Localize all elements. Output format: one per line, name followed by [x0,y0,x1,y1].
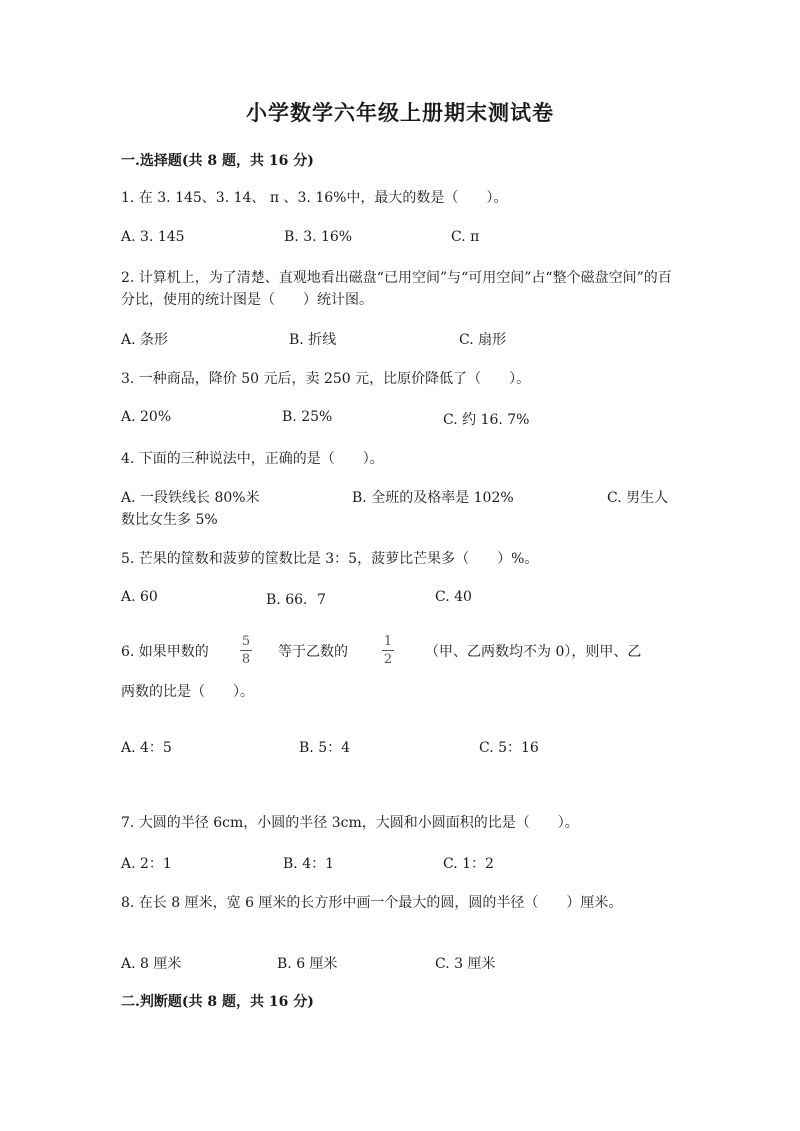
q8-option-c: C. 3 厘米 [435,956,496,972]
q4-option-c-continuation: 数比女生多 5% [121,512,218,528]
fraction-numerator: 5 [241,634,251,649]
q8-option-b: B. 6 厘米 [277,956,338,972]
fraction-denominator: 2 [383,652,393,667]
q8-option-a: A. 8 厘米 [121,956,182,972]
fraction-denominator: 8 [241,652,251,667]
q4-option-a: A. 一段铁线长 80%米 [121,490,260,506]
question-6-part-d: 两数的比是（ ）。 [121,684,254,700]
q3-option-c: C. 约 16. 7% [443,412,530,428]
section-heading-choice: 一.选择题(共 8 题，共 16 分) [121,153,314,169]
q2-option-b: B. 折线 [289,332,337,348]
question-7: 7. 大圆的半径 6cm，小圆的半径 3cm，大圆和小圆面积的比是（ ）。 [121,815,579,831]
fraction-five-eighths [240,634,252,667]
question-6-part-a: 6. 如果甲数的 [121,644,209,660]
q2-option-c: C. 扇形 [459,332,507,348]
q5-option-c: C. 40 [435,589,472,605]
fraction-one-half [382,634,394,667]
question-1: 1. 在 3. 145、3. 14、 π 、3. 16%中，最大的数是（ ）。 [121,190,508,206]
question-5: 5. 芒果的筐数和菠萝的筐数比是 3：5，菠萝比芒果多（ ）%。 [121,551,539,567]
question-4: 4. 下面的三种说法中，正确的是（ ）。 [121,451,384,467]
fraction-numerator: 1 [383,634,393,649]
q4-option-b: B. 全班的及格率是 102% [352,490,514,506]
section-heading-judgment: 二.判断题(共 8 题，共 16 分) [121,994,314,1010]
q4-option-c: C. 男生人 [607,490,669,506]
question-2: 2. 计算机上，为了清楚、直观地看出磁盘“已用空间”与“可用空间”占“整个磁盘空间”的百分比，使用的统计图是（ ）统计图。 [121,270,672,308]
question-6-part-c: （甲、乙两数均不为 0），则甲、乙 [425,644,642,660]
q6-option-a: A. 4：5 [121,740,172,756]
q6-option-c: C. 5：16 [479,740,539,756]
fraction-bar [382,650,394,651]
q5-option-a: A. 60 [121,589,158,605]
q3-option-b: B. 25% [282,409,333,425]
q7-option-c: C. 1：2 [443,856,494,872]
q1-option-c: C. π [451,229,480,245]
page-title: 小学数学六年级上册期末测试卷 [246,100,554,125]
q7-option-a: A. 2：1 [121,856,172,872]
question-3: 3. 一种商品，降价 50 元后，卖 250 元，比原价降低了（ ）。 [121,371,531,387]
q2-option-a: A. 条形 [121,332,169,348]
q1-option-a: A. 3. 145 [121,229,185,245]
q1-option-b: B. 3. 16% [284,229,353,245]
q7-option-b: B. 4：1 [283,856,335,872]
q6-option-b: B. 5：4 [299,740,351,756]
q5-option-b: B. 66．7 [266,592,326,608]
question-8: 8. 在长 8 厘米，宽 6 厘米的长方形中画一个最大的圆，圆的半径（ ）厘米。 [121,895,623,911]
question-6-part-b: 等于乙数的 [278,644,348,660]
q3-option-a: A. 20% [121,409,172,425]
fraction-bar [240,650,252,651]
